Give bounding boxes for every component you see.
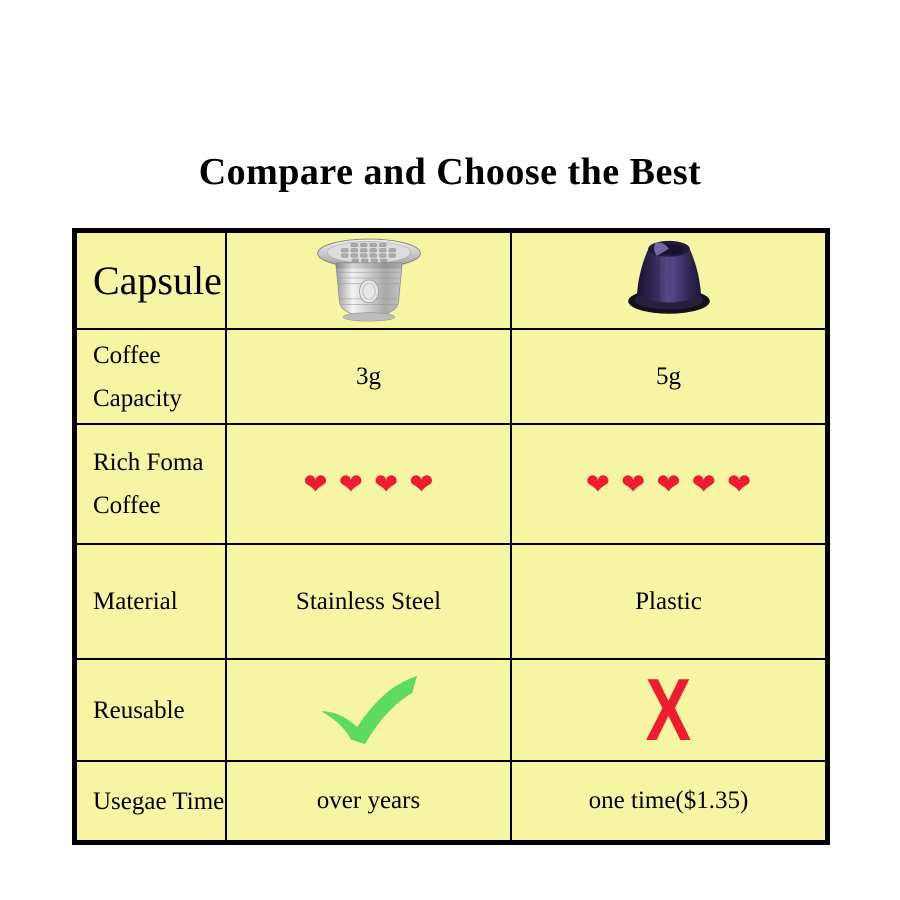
material-value-b — [512, 545, 825, 660]
row-label-line: Material — [93, 588, 178, 615]
product-a-cell — [227, 233, 512, 330]
row-label-coffee-capacity — [77, 330, 227, 425]
heart-icons-b: ❤❤❤❤❤ — [585, 467, 763, 501]
foam-rating-b — [512, 425, 825, 545]
material-a-text: Stainless Steel — [295, 587, 442, 615]
comparison-table — [72, 228, 830, 845]
check-icon — [310, 670, 428, 751]
usage-value-a — [227, 762, 512, 840]
row-label-line: Reusable — [93, 696, 185, 724]
usage-b-text: one time($1.35) — [588, 787, 749, 814]
row-label-line: Usegae Time — [93, 787, 225, 815]
capacity-b-text: 5g — [656, 362, 681, 390]
row-label-usage-time — [77, 762, 227, 840]
capsule-header-label: Capsule — [93, 257, 222, 303]
stainless-steel-capsule-image — [312, 233, 426, 329]
cross-icon: X — [645, 660, 692, 759]
foam-rating-a — [227, 425, 512, 545]
row-label-line: Coffee — [93, 492, 161, 519]
row-label-line: Capacity — [93, 384, 182, 412]
capacity-value-b — [512, 330, 825, 425]
capacity-a-text: 3g — [356, 362, 381, 390]
header-label-cell — [77, 233, 227, 330]
purple-plastic-capsule-image — [618, 236, 720, 325]
page-title: Compare and Choose the Best — [198, 151, 702, 193]
heart-icons-a: ❤❤❤❤ — [303, 467, 445, 501]
usage-value-b — [512, 762, 825, 840]
row-label-reusable — [77, 660, 227, 762]
row-label-material — [77, 545, 227, 660]
reusable-value-a — [227, 660, 512, 762]
capacity-value-a — [227, 330, 512, 425]
product-b-cell — [512, 233, 825, 330]
reusable-value-b — [512, 660, 825, 762]
row-label-rich-foma-coffee — [77, 425, 227, 545]
row-label-line: Rich Foma — [93, 449, 204, 476]
row-label-line: Coffee — [93, 341, 161, 369]
material-value-a — [227, 545, 512, 660]
material-b-text: Plastic — [635, 587, 702, 615]
usage-a-text: over years — [316, 787, 421, 814]
